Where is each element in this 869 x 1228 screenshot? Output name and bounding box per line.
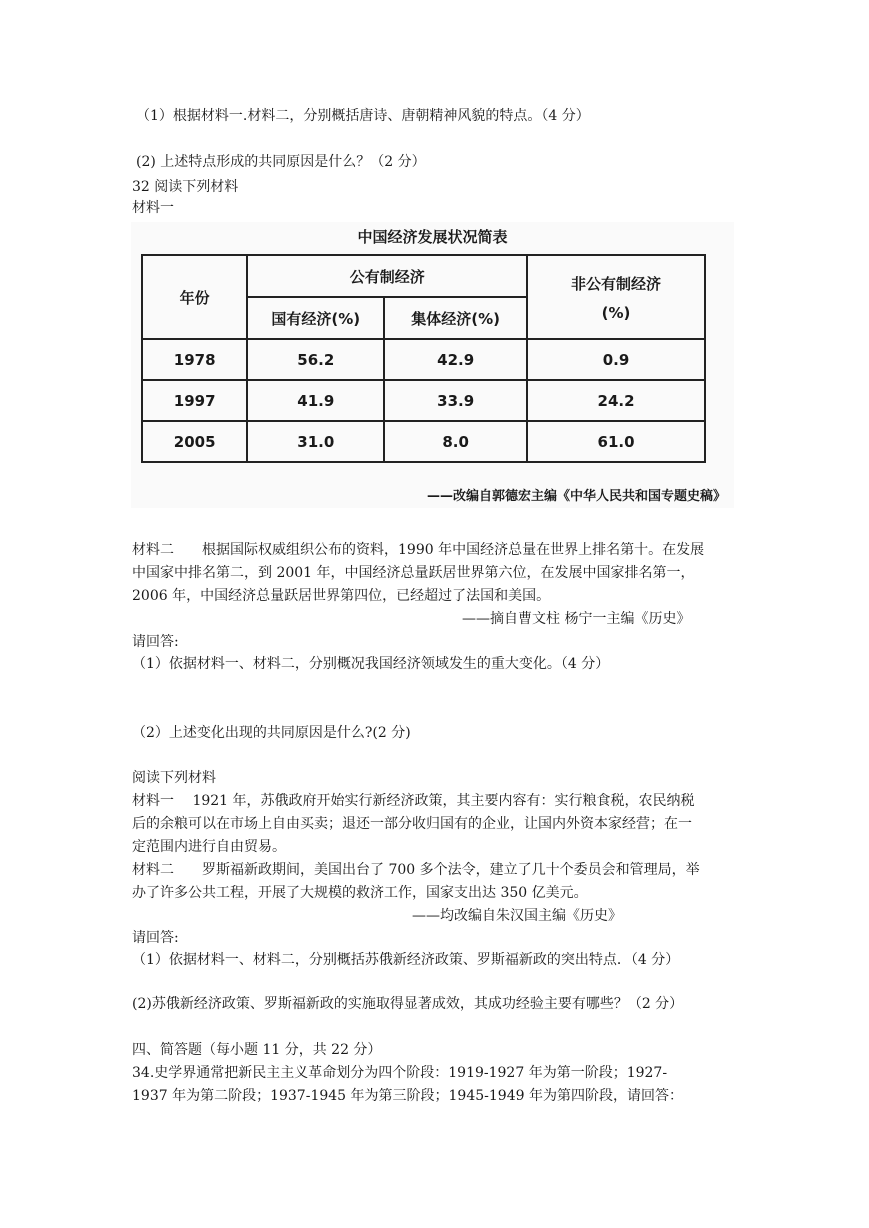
q32-material2-line2: 中国家中排名第二，到 2001 年，中国经济总量跃居世界第六位，在发展中国家排名第一，	[132, 565, 695, 581]
cell-year: 2005	[142, 421, 247, 462]
q33-material2-line1: 材料二 罗斯福新政期间，美国出台了 700 多个法令，建立了几十个委员会和管理局，举	[132, 862, 700, 878]
economy-table-image	[131, 222, 734, 508]
section4-heading: 四、简答题（每小题 11 分，共 22 分）	[132, 1042, 382, 1058]
q32-sub1: （1）依据材料一、材料二，分别概况我国经济领域发生的重大变化。（4 分）	[132, 656, 610, 672]
cell-year: 1978	[142, 339, 247, 380]
q32-material2-source: ——摘自曹文柱 杨宁一主编《历史》	[462, 611, 691, 627]
q32-material2-line3: 2006 年，中国经济总量跃居世界第四位，已经超过了法国和美国。	[132, 588, 551, 604]
q32-material2-line1: 材料二 根据国际权威组织公布的资料，1990 年中国经济总量在世界上排名第十。在发展	[132, 542, 705, 558]
q33-sub2: (2)苏俄新经济政策、罗斯福新政的实施取得显著成效，其成功经验主要有哪些？（2 分）	[132, 996, 684, 1012]
header-nonpublic: 非公有制经济 (%)	[527, 255, 705, 339]
cell-collective: 33.9	[384, 380, 527, 421]
q32-heading: 32 阅读下列材料	[132, 179, 239, 195]
header-year: 年份	[142, 255, 247, 339]
cell-year: 1997	[142, 380, 247, 421]
q34-line1: 34.史学界通常把新民主主义革命划分为四个阶段：1919-1927 年为第一阶段；1927-	[132, 1065, 668, 1081]
cell-nonpublic: 0.9	[527, 339, 705, 380]
q32-sub2: （2）上述变化出现的共同原因是什么?(2 分)	[132, 725, 411, 741]
q32-please-answer: 请回答:	[132, 634, 179, 650]
cell-state: 31.0	[247, 421, 384, 462]
header-public: 公有制经济	[247, 255, 527, 297]
q31-sub2: (2) 上述特点形成的共同原因是什么？（2 分）	[136, 154, 426, 170]
cell-nonpublic: 61.0	[527, 421, 705, 462]
economy-table	[141, 254, 706, 463]
cell-state: 41.9	[247, 380, 384, 421]
cell-collective: 42.9	[384, 339, 527, 380]
table-row	[142, 339, 705, 380]
cell-collective: 8.0	[384, 421, 527, 462]
table-title: 中国经济发展状况简表	[357, 228, 508, 246]
table-row	[142, 380, 705, 421]
q34-line2: 1937 年为第二阶段；1937-1945 年为第三阶段；1945-1949 年为第四阶段，请回答：	[132, 1088, 683, 1104]
q33-sub1: （1）依据材料一、材料二，分别概括苏俄新经济政策、罗斯福新政的突出特点．（4 分）	[132, 952, 680, 968]
table-source: ——改编自郭德宏主编《中华人民共和国专题史稿》	[426, 489, 726, 504]
q33-heading: 阅读下列材料	[132, 770, 216, 786]
q33-material2-source: ——均改编自朱汉国主编《历史》	[412, 908, 622, 924]
header-state: 国有经济(%)	[247, 297, 384, 339]
q33-material1-line1: 材料一 1921 年，苏俄政府开始实行新经济政策，其主要内容有：实行粮食税，农民纳税	[132, 793, 695, 809]
q33-material1-line2: 后的余粮可以在市场上自由买卖；退还一部分收归国有的企业，让国内外资本家经营；在一	[132, 816, 692, 832]
q33-material1-line3: 定范围内进行自由贸易。	[132, 839, 286, 855]
q32-material1-label: 材料一	[132, 200, 174, 216]
table-row	[142, 421, 705, 462]
cell-nonpublic: 24.2	[527, 380, 705, 421]
header-collective: 集体经济(%)	[384, 297, 527, 339]
cell-state: 56.2	[247, 339, 384, 380]
q33-please-answer: 请回答:	[132, 930, 179, 946]
q33-material2-line2: 办了许多公共工程，开展了大规模的救济工作，国家支出达 350 亿美元。	[132, 885, 588, 901]
q31-sub1: （1）根据材料一.材料二，分别概括唐诗、唐朝精神风貌的特点。（4 分）	[136, 108, 590, 124]
